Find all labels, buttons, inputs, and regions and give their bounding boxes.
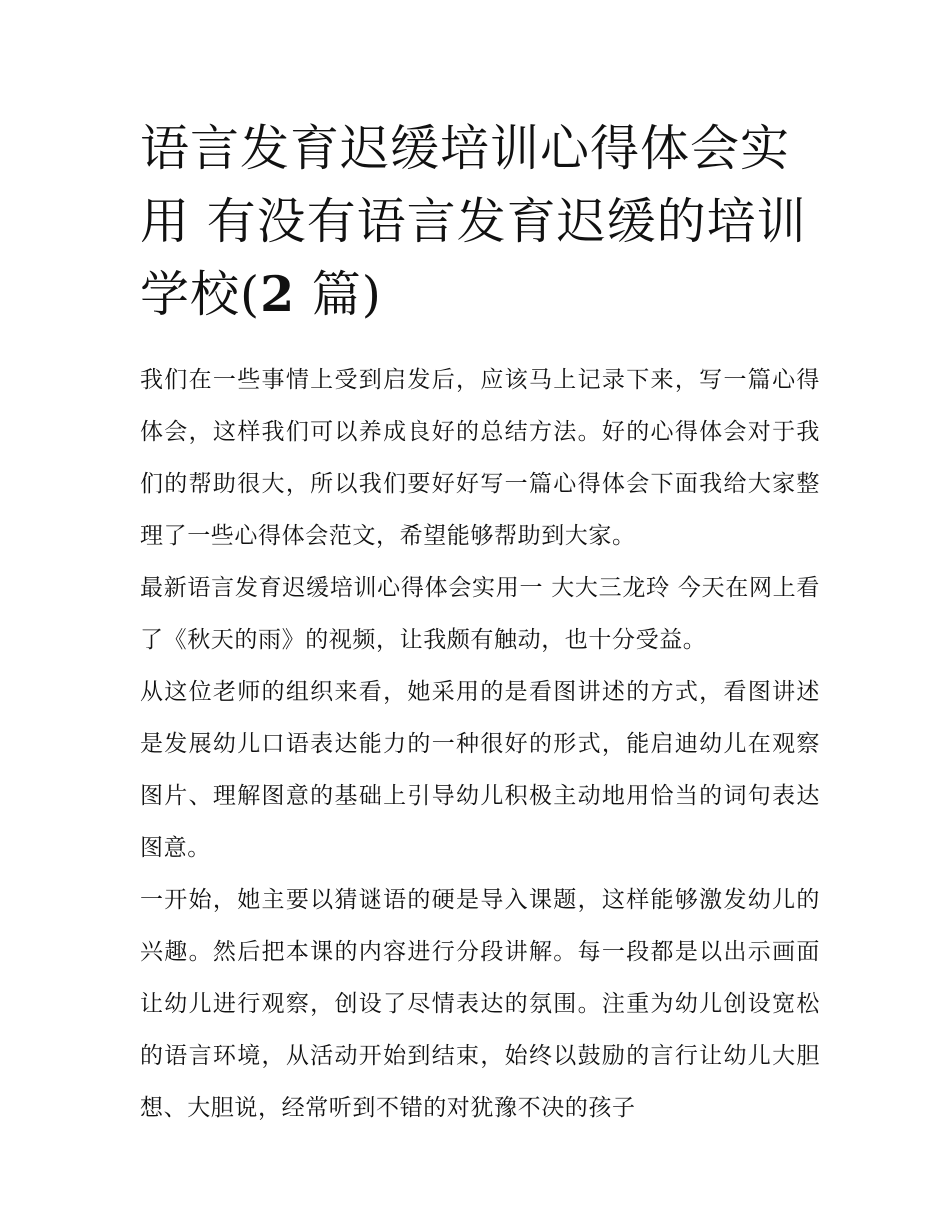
body-paragraph: 最新语言发育迟缓培训心得体会实用一 大大三龙玲 今天在网上看了《秋天的雨》的视频，让我颇有触动，也十分受益。: [140, 575, 820, 653]
title-suffix: 篇): [295, 266, 382, 323]
body-paragraph: 一开始，她主要以猜谜语的硬是导入课题，这样能够激发幼儿的兴趣。然后把本课的内容进行分段讲解。每一段都是以出示画面让幼儿进行观察，创设了尽情表达的氛围。注重为幼儿创设宽松的语言环境，从活动开始到结束，始终以鼓励的言行让幼儿大胆想、大胆说，经常听到不错的对犹豫不决的孩子: [140, 887, 820, 1121]
document-title: [140, 112, 820, 331]
intro-paragraph: 我们在一些事情上受到启发后，应该马上记录下来，写一篇心得体会，这样我们可以养成良好的总结方法。好的心得体会对于我们的帮助很大，所以我们要好好写一篇心得体会下面我给大家整理了一些心得体会范文，希望能够帮助到大家。: [140, 367, 820, 549]
title-text: 语言发育迟缓培训心得体会实用 有没有语言发育迟缓的培训学校(: [140, 120, 807, 323]
body-paragraph: 从这位老师的组织来看，她采用的是看图讲述的方式，看图讲述是发展幼儿口语表达能力的一种很好的形式，能启迪幼儿在观察图片、理解图意的基础上引导幼儿积极主动地用恰当的词句表达图意。: [140, 679, 820, 861]
document-body: [140, 354, 820, 1134]
title-count: 2: [260, 265, 296, 323]
